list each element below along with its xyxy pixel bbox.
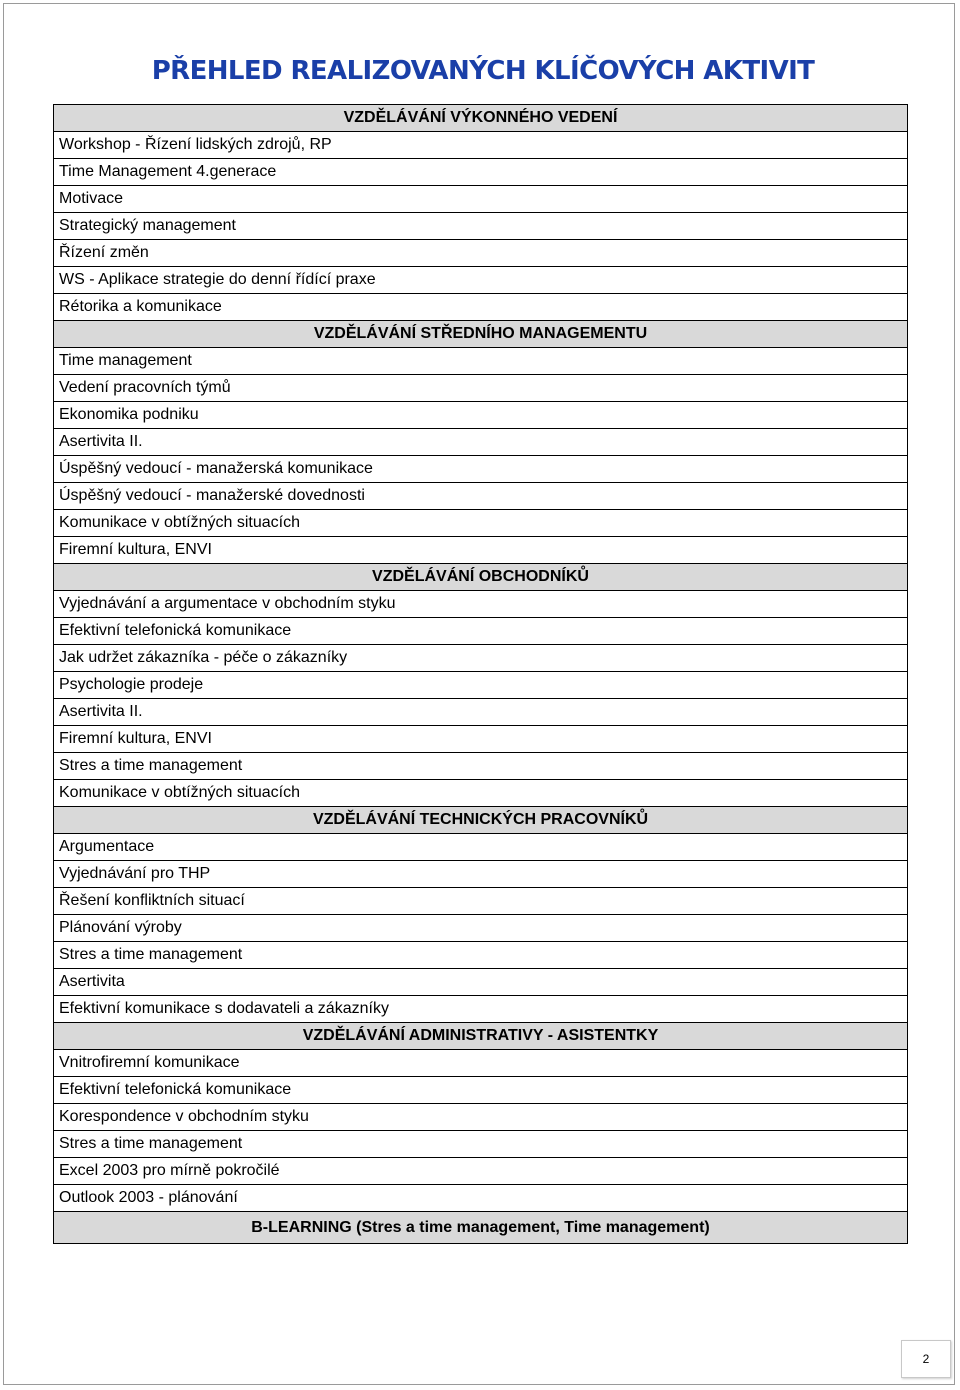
activity-item: Úspěšný vedoucí - manažerské dovednosti xyxy=(54,483,908,510)
activity-row xyxy=(54,159,908,186)
section-heading: VZDĚLÁVÁNÍ ADMINISTRATIVY - ASISTENTKY xyxy=(54,1023,908,1050)
activity-row xyxy=(54,1158,908,1185)
activity-item: Stres a time management xyxy=(54,1131,908,1158)
activity-item: Efektivní komunikace s dodavateli a zákazníky xyxy=(54,996,908,1023)
section-header-row xyxy=(54,807,908,834)
activity-item: Efektivní telefonická komunikace xyxy=(54,618,908,645)
activity-item: Řešení konfliktních situací xyxy=(54,888,908,915)
activity-row xyxy=(54,942,908,969)
activity-item: Řízení změn xyxy=(54,240,908,267)
page-title: PŘEHLED REALIZOVANÝCH KLÍČOVÝCH AKTIVIT xyxy=(151,56,815,86)
activity-item: Strategický management xyxy=(54,213,908,240)
activity-item: Vyjednávání pro THP xyxy=(54,861,908,888)
activity-item: Firemní kultura, ENVI xyxy=(54,726,908,753)
activity-row xyxy=(54,510,908,537)
activity-item: Vnitrofiremní komunikace xyxy=(54,1050,908,1077)
activity-row xyxy=(54,294,908,321)
activity-row xyxy=(54,186,908,213)
activity-row xyxy=(54,1077,908,1104)
section-heading: VZDĚLÁVÁNÍ VÝKONNÉHO VEDENÍ xyxy=(54,105,908,132)
activity-row xyxy=(54,240,908,267)
activity-item: Korespondence v obchodním styku xyxy=(54,1104,908,1131)
blearning-heading: B-LEARNING (Stres a time management, Time management) xyxy=(54,1212,908,1244)
blearning-row xyxy=(54,1212,908,1244)
activity-row xyxy=(54,861,908,888)
activity-row xyxy=(54,726,908,753)
activity-item: Vyjednávání a argumentace v obchodním styku xyxy=(54,591,908,618)
section-header-row xyxy=(54,321,908,348)
section-header-row xyxy=(54,105,908,132)
activity-item: Stres a time management xyxy=(54,942,908,969)
activity-row xyxy=(54,213,908,240)
activity-row xyxy=(54,1131,908,1158)
activity-item: Workshop - Řízení lidských zdrojů, RP xyxy=(54,132,908,159)
activity-item: Jak udržet zákazníka - péče o zákazníky xyxy=(54,645,908,672)
activity-item: Vedení pracovních týmů xyxy=(54,375,908,402)
activity-item: Asertivita II. xyxy=(54,429,908,456)
activity-item: Stres a time management xyxy=(54,753,908,780)
activity-item: Asertivita II. xyxy=(54,699,908,726)
section-header-row xyxy=(54,564,908,591)
section-heading: VZDĚLÁVÁNÍ OBCHODNÍKŮ xyxy=(54,564,908,591)
activity-row xyxy=(54,645,908,672)
activity-row xyxy=(54,1104,908,1131)
activity-row xyxy=(54,132,908,159)
section-header-row xyxy=(54,1023,908,1050)
activity-item: Úspěšný vedoucí - manažerská komunikace xyxy=(54,456,908,483)
activity-row xyxy=(54,375,908,402)
activity-row xyxy=(54,753,908,780)
activity-row xyxy=(54,537,908,564)
activity-item: Outlook 2003 - plánování xyxy=(54,1185,908,1212)
activity-item: Plánování výroby xyxy=(54,915,908,942)
activity-item: WS - Aplikace strategie do denní řídící praxe xyxy=(54,267,908,294)
activity-row xyxy=(54,1050,908,1077)
activity-item: Rétorika a komunikace xyxy=(54,294,908,321)
activity-item: Komunikace v obtížných situacích xyxy=(54,510,908,537)
activity-item: Komunikace v obtížných situacích xyxy=(54,780,908,807)
activity-item: Efektivní telefonická komunikace xyxy=(54,1077,908,1104)
section-heading: VZDĚLÁVÁNÍ STŘEDNÍHO MANAGEMENTU xyxy=(54,321,908,348)
activity-item: Firemní kultura, ENVI xyxy=(54,537,908,564)
activity-item: Ekonomika podniku xyxy=(54,402,908,429)
activity-row xyxy=(54,591,908,618)
activity-row xyxy=(54,888,908,915)
section-heading: VZDĚLÁVÁNÍ TECHNICKÝCH PRACOVNÍKŮ xyxy=(54,807,908,834)
activity-item: Time management xyxy=(54,348,908,375)
activity-item: Argumentace xyxy=(54,834,908,861)
activity-row xyxy=(54,429,908,456)
activity-row xyxy=(54,1185,908,1212)
activity-row xyxy=(54,456,908,483)
activity-item: Psychologie prodeje xyxy=(54,672,908,699)
activity-item: Asertivita xyxy=(54,969,908,996)
activity-row xyxy=(54,969,908,996)
activity-row xyxy=(54,996,908,1023)
activity-row xyxy=(54,699,908,726)
activity-row xyxy=(54,348,908,375)
activity-row xyxy=(54,834,908,861)
page-number: 2 xyxy=(901,1340,951,1378)
activity-row xyxy=(54,915,908,942)
activity-row xyxy=(54,483,908,510)
activity-row xyxy=(54,267,908,294)
activity-item: Time Management 4.generace xyxy=(54,159,908,186)
activity-row xyxy=(54,672,908,699)
activity-item: Excel 2003 pro mírně pokročilé xyxy=(54,1158,908,1185)
activity-row xyxy=(54,402,908,429)
activity-item: Motivace xyxy=(54,186,908,213)
activities-table xyxy=(53,104,908,1244)
activity-row xyxy=(54,780,908,807)
activity-row xyxy=(54,618,908,645)
